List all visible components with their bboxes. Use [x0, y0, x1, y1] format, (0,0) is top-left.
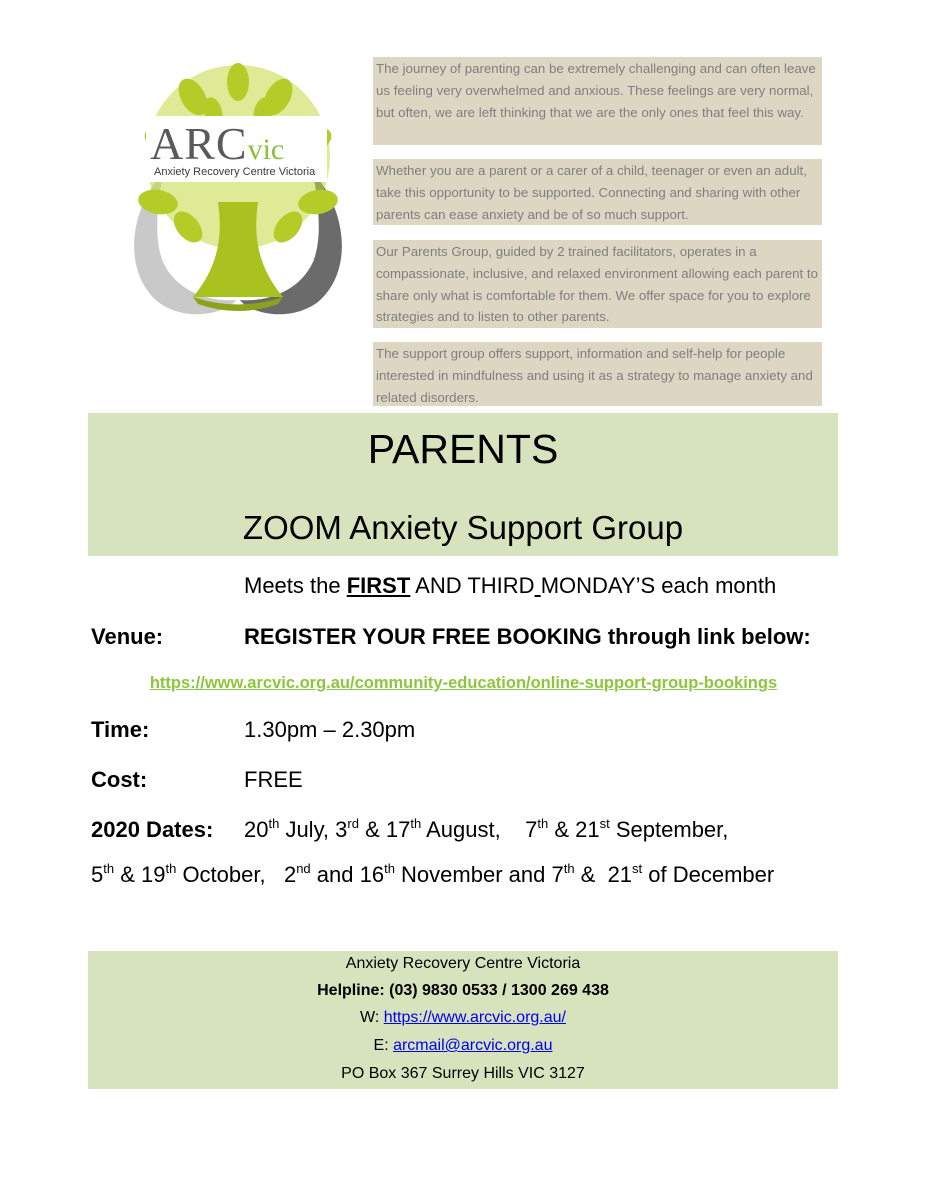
- logo-text-panel: [146, 116, 327, 182]
- meeting-schedule: Meets the FIRST AND THIRD MONDAY’S each month: [244, 573, 777, 598]
- intro-paragraph: The journey of parenting can be extremely challenging and can often leave us feeling very overwhelmed and anxious. These feelings are very normal, but often, we are left thinking that we are the only ones that feel this way.: [373, 57, 822, 145]
- logo-wordmark: ARCvic: [150, 118, 285, 169]
- time-value: 1.30pm – 2.30pm: [244, 717, 416, 742]
- title-banner: [88, 413, 838, 556]
- venue-label: Venue:: [91, 624, 164, 649]
- contact-footer: [88, 951, 838, 1089]
- footer-email: E: arcmail@arcvic.org.au: [373, 1037, 553, 1054]
- time-label: Time:: [91, 717, 150, 742]
- dates-line: 5th & 19th October, 2nd and 16th November and 7th & 21st of December: [91, 861, 775, 887]
- footer-web: W: https://www.arcvic.org.au/: [360, 1009, 566, 1026]
- logo-subtitle: Anxiety Recovery Centre Victoria: [154, 166, 316, 178]
- page-subtitle: ZOOM Anxiety Support Group: [242, 509, 684, 546]
- tree-hands-icon: [118, 62, 358, 324]
- booking-link[interactable]: https://www.arcvic.org.au/community-education/online-support-group-bookings: [149, 674, 778, 692]
- footer-org: Anxiety Recovery Centre Victoria: [345, 955, 581, 972]
- intro-paragraph: Our Parents Group, guided by 2 trained facilitators, operates in a compassionate, inclusive, and relaxed environment allowing each parent to share only what is comfortable for them. We offer space for you to explore strategies and to listen to other parents.: [373, 240, 822, 328]
- footer-helpline: Helpline: (03) 9830 0533 / 1300 269 438: [317, 982, 609, 999]
- cost-label: Cost:: [91, 767, 148, 792]
- intro-paragraph: Whether you are a parent or a carer of a child, teenager or even an adult, take this opportunity to be supported. Connecting and sharing with other parents can ease anxiety and be of so much support.: [373, 159, 822, 225]
- dates-label: 2020 Dates:: [91, 817, 214, 842]
- venue-value: REGISTER YOUR FREE BOOKING through link below:: [244, 624, 811, 649]
- arcvic-logo: [118, 62, 358, 324]
- cost-value: FREE: [244, 767, 303, 792]
- intro-paragraph: The support group offers support, information and self-help for people interested in mindfulness and using it as a strategy to manage anxiety and related disorders.: [373, 342, 822, 406]
- email-link[interactable]: arcmail@arcvic.org.au: [393, 1037, 553, 1054]
- website-link[interactable]: https://www.arcvic.org.au/: [383, 1009, 566, 1026]
- page-title: PARENTS: [367, 426, 559, 472]
- dates-line: 20th July, 3rd & 17th August, 7th & 21st September,: [244, 816, 729, 842]
- footer-address: PO Box 367 Surrey Hills VIC 3127: [341, 1065, 585, 1082]
